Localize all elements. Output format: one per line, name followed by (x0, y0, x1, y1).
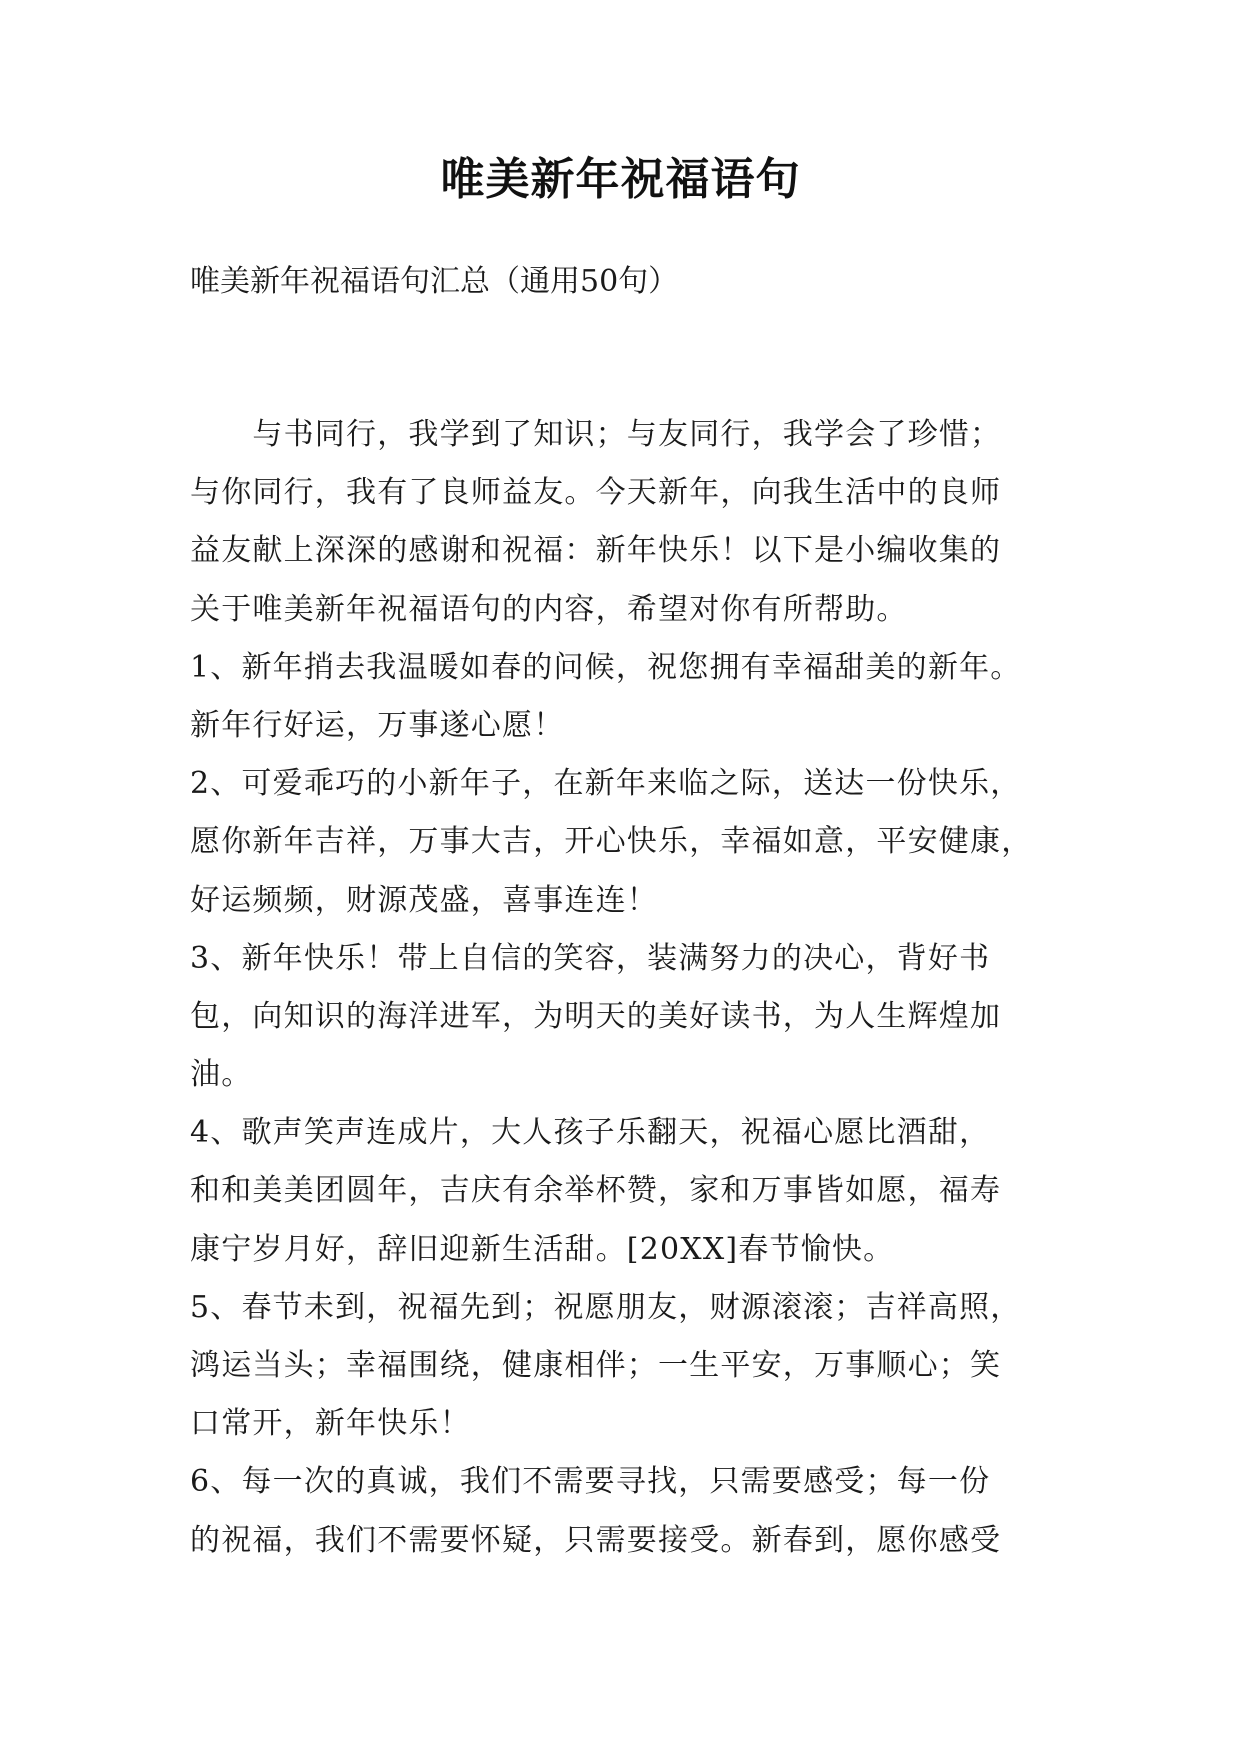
body-line: 5、春节未到，祝福先到；祝愿朋友，财源滚滚；吉祥高照， (190, 1289, 1022, 1325)
body-line: 的祝福，我们不需要怀疑，只需要接受。新春到，愿你感受 (190, 1522, 1002, 1558)
body-line: 和和美美团圆年，吉庆有余举杯赞，家和万事皆如愿，福寿 (190, 1173, 1002, 1209)
body-line: 3、新年快乐！带上自信的笑容，装满努力的决心，背好书 (190, 940, 991, 976)
body-line: 康宁岁月好，辞旧迎新生活甜。[20XX]春节愉快。 (190, 1231, 895, 1267)
body-line: 好运频频，财源茂盛，喜事连连！ (190, 882, 658, 918)
body-line: 4、歌声笑声连成片，大人孩子乐翻天，祝福心愿比酒甜， (190, 1115, 991, 1151)
body-line: 关于唯美新年祝福语句的内容，希望对你有所帮助。 (190, 591, 908, 627)
body-line: 新年行好运，万事遂心愿！ (190, 707, 565, 743)
body-line: 益友献上深深的感谢和祝福：新年快乐！以下是小编收集的 (190, 533, 1002, 569)
body-line: 口常开，新年快乐！ (190, 1406, 471, 1442)
body-line: 油。 (190, 1057, 253, 1093)
body-line: 与书同行，我学到了知识；与友同行，我学会了珍惜； (190, 417, 1002, 452)
body-line: 与你同行，我有了良师益友。今天新年，向我生活中的良师 (190, 475, 1002, 511)
body-line: 包，向知识的海洋进军，为明天的美好读书，为人生辉煌加 (190, 998, 1002, 1034)
document-title: 唯美新年祝福语句 (440, 154, 801, 205)
body-line: 2、可爱乖巧的小新年子，在新年来临之际，送达一份快乐， (190, 766, 1022, 802)
body-line: 6、每一次的真诚，我们不需要寻找，只需要感受；每一份 (190, 1464, 991, 1500)
body-line: 愿你新年吉祥，万事大吉，开心快乐，幸福如意，平安健康， (190, 824, 1033, 860)
body-line: 鸿运当头；幸福围绕，健康相伴；一生平安，万事顺心；笑 (190, 1348, 1002, 1383)
document-body (190, 406, 1070, 1570)
document-subtitle: 唯美新年祝福语句汇总（通用50句） (190, 264, 679, 299)
body-line: 1、新年捎去我温暖如春的问候，祝您拥有幸福甜美的新年。 (190, 649, 1022, 685)
